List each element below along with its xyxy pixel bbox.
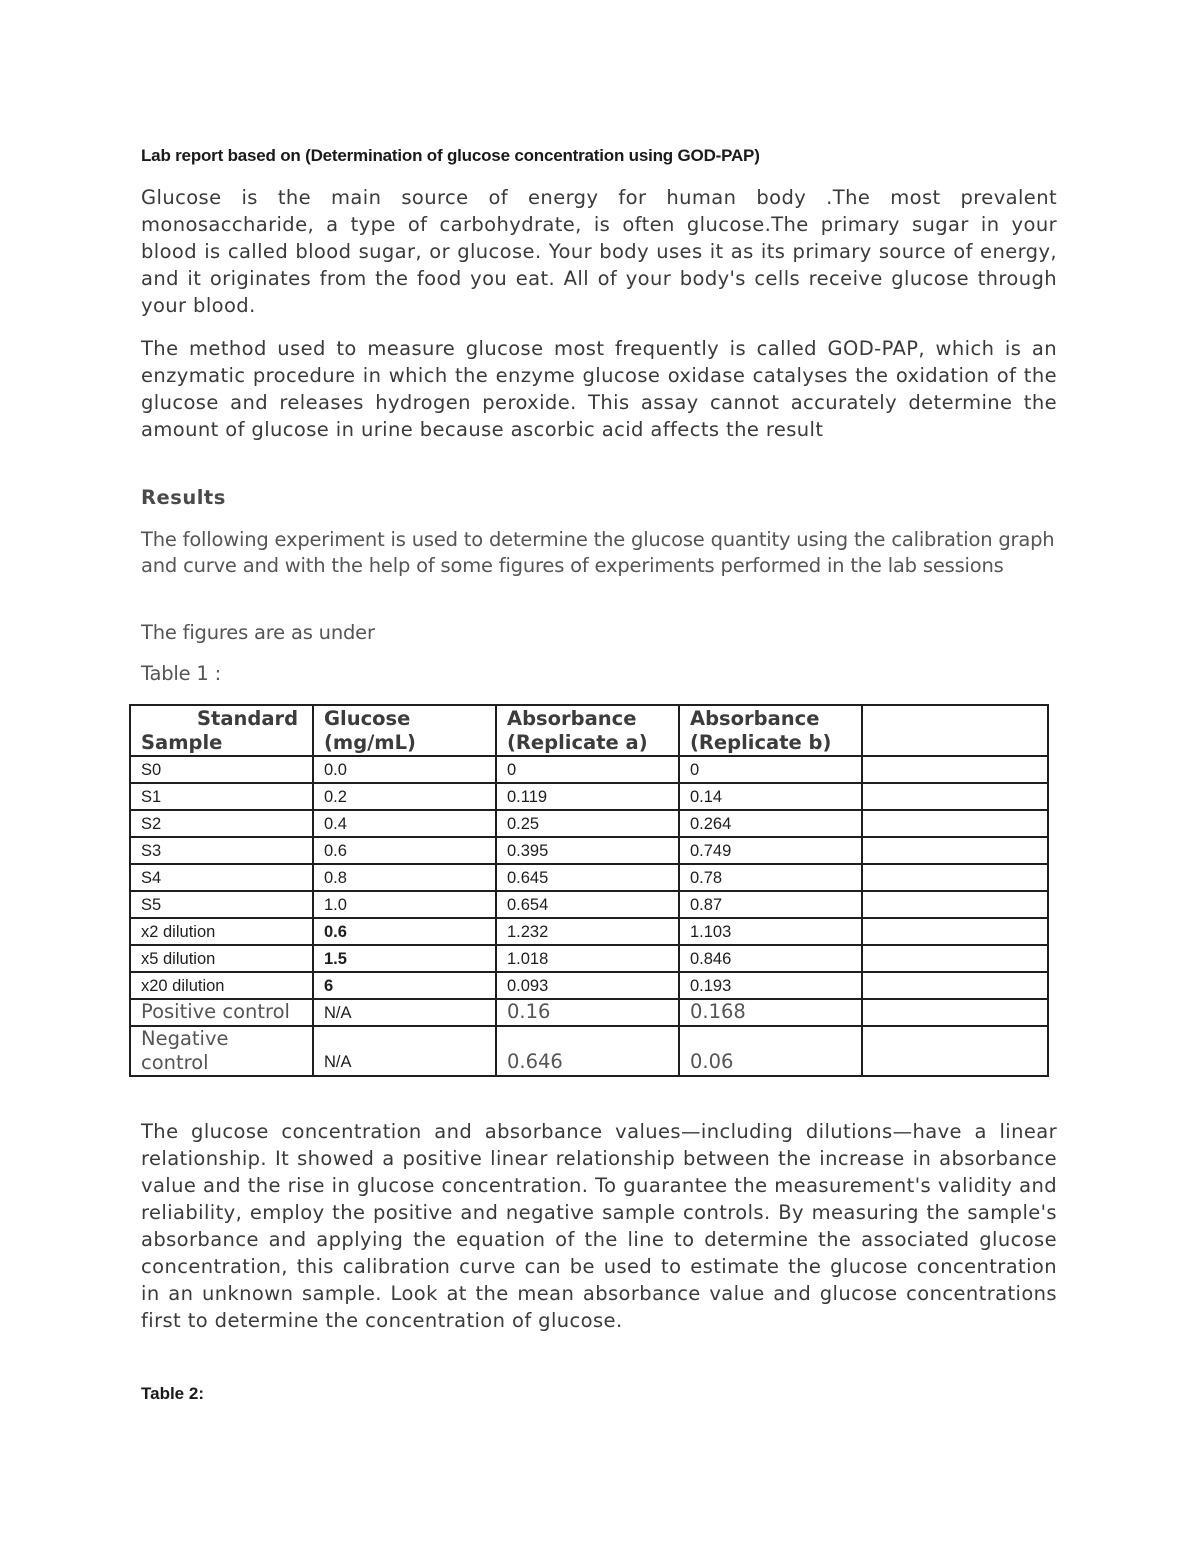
cell-absorbance-a: 0.395 [496,837,679,864]
cell-glucose: N/A [313,999,496,1026]
glucose-absorbance-table [129,704,1049,1077]
cell-empty [862,945,1048,972]
header-absorbance-a [496,705,679,756]
cell-glucose: 1.5 [313,945,496,972]
cell-absorbance-b: 1.103 [679,918,862,945]
cell-glucose: N/A [313,1026,496,1076]
cell-absorbance-a: 0.16 [496,999,679,1026]
cell-absorbance-b: 0.168 [679,999,862,1026]
cell-sample: Positive control [130,999,313,1026]
table-row [130,918,1048,945]
cell-absorbance-a: 1.232 [496,918,679,945]
header-absorbance-a-sub: (Replicate a) [507,731,648,754]
cell-sample: S4 [130,864,313,891]
cell-absorbance-b: 0.87 [679,891,862,918]
cell-absorbance-a: 0.093 [496,972,679,999]
table-row-positive-control [130,999,1048,1026]
cell-absorbance-b: 0.78 [679,864,862,891]
cell-glucose: 0.2 [313,783,496,810]
cell-absorbance-a: 0.646 [496,1026,679,1076]
cell-glucose: 1.0 [313,891,496,918]
cell-glucose: 0.8 [313,864,496,891]
cell-sample [130,1026,313,1076]
cell-sample: S3 [130,837,313,864]
figures-line: The figures are as under [141,621,375,644]
cell-empty [862,1026,1048,1076]
table-row [130,837,1048,864]
table-row [130,810,1048,837]
cell-empty [862,810,1048,837]
header-absorbance-b-label: Absorbance [690,707,820,730]
cell-absorbance-a: 0.25 [496,810,679,837]
cell-sample: S1 [130,783,313,810]
cell-absorbance-b: 0.846 [679,945,862,972]
results-intro-paragraph: The following experiment is used to determine the glucose quantity using the calibration graph and curve and with the help of some figures of experiments performed in the lab sessions [141,528,1055,577]
table-row [130,891,1048,918]
header-absorbance-a-label: Absorbance [507,707,637,730]
intro-paragraph-method: The method used to measure glucose most frequently is called GOD-PAP, which is an enzymatic procedure in which the enzyme glucose oxidase catalyses the oxidation of the glucose and releases hydrogen peroxide. This assay cannot accurately determine the amount of glucose in urine because ascorbic acid affects the result [141,337,1057,441]
header-standard-label: Standard [197,707,299,730]
cell-sample: x20 dilution [130,972,313,999]
cell-absorbance-a: 0.654 [496,891,679,918]
cell-empty [862,783,1048,810]
header-glucose [313,705,496,756]
header-glucose-label: Glucose [324,707,411,730]
cell-sample: S5 [130,891,313,918]
cell-sample: S0 [130,756,313,783]
discussion-paragraph: The glucose concentration and absorbance values—including dilutions—have a linear relationship. It showed a positive linear relationship between the increase in absorbance value and the rise in glucose concentration. To guarantee the measurement's validity and reliability, employ the positive and negative sample controls. By measuring the sample's absorbance and applying the equation of the line to determine the associated glucose concentration, this calibration curve can be used to estimate the glucose concentration in an unknown sample. Look at the mean absorbance value and glucose concentrations first to determine the concentration of glucose. [141,1120,1057,1332]
negative-label-line2: control [141,1051,209,1074]
cell-glucose: 0.6 [313,837,496,864]
cell-empty [862,918,1048,945]
cell-glucose: 0.6 [313,918,496,945]
cell-absorbance-a: 0.645 [496,864,679,891]
table-row-negative-control [130,1026,1048,1076]
header-absorbance-b [679,705,862,756]
report-title: Lab report based on (Determination of glucose concentration using GOD-PAP) [141,146,760,165]
table-row [130,783,1048,810]
cell-empty [862,891,1048,918]
cell-absorbance-b: 0.264 [679,810,862,837]
cell-empty [862,864,1048,891]
cell-absorbance-b: 0.749 [679,837,862,864]
cell-absorbance-b: 0.14 [679,783,862,810]
table1-label: Table 1 : [141,662,221,685]
cell-empty [862,999,1048,1026]
cell-sample: x5 dilution [130,945,313,972]
cell-sample: S2 [130,810,313,837]
cell-glucose: 0.0 [313,756,496,783]
table2-label: Table 2: [141,1384,204,1403]
table-row [130,945,1048,972]
header-glucose-unit: (mg/mL) [324,731,416,754]
cell-absorbance-b: 0 [679,756,862,783]
cell-empty [862,972,1048,999]
results-heading: Results [141,486,226,509]
cell-empty [862,756,1048,783]
table-row [130,864,1048,891]
header-absorbance-b-sub: (Replicate b) [690,731,832,754]
cell-absorbance-a: 0.119 [496,783,679,810]
cell-empty [862,837,1048,864]
header-empty [862,705,1048,756]
cell-sample: x2 dilution [130,918,313,945]
cell-absorbance-a: 1.018 [496,945,679,972]
cell-absorbance-b: 0.06 [679,1026,862,1076]
cell-absorbance-a: 0 [496,756,679,783]
header-sample-label: Sample [141,731,223,754]
table-row [130,756,1048,783]
header-standard-sample [130,705,313,756]
table-row [130,972,1048,999]
table-header-row [130,705,1048,756]
intro-paragraph-glucose: Glucose is the main source of energy for human body .The most prevalent monosaccharide, a type of carbohydrate, is often glucose.The primary sugar in your blood is called blood sugar, or glucose. Your body uses it as its primary source of energy, and it originates from the food you eat. All of your body's cells receive glucose through your blood. [141,186,1057,317]
cell-glucose: 0.4 [313,810,496,837]
cell-glucose: 6 [313,972,496,999]
cell-absorbance-b: 0.193 [679,972,862,999]
negative-label-line1: Negative [141,1027,229,1050]
